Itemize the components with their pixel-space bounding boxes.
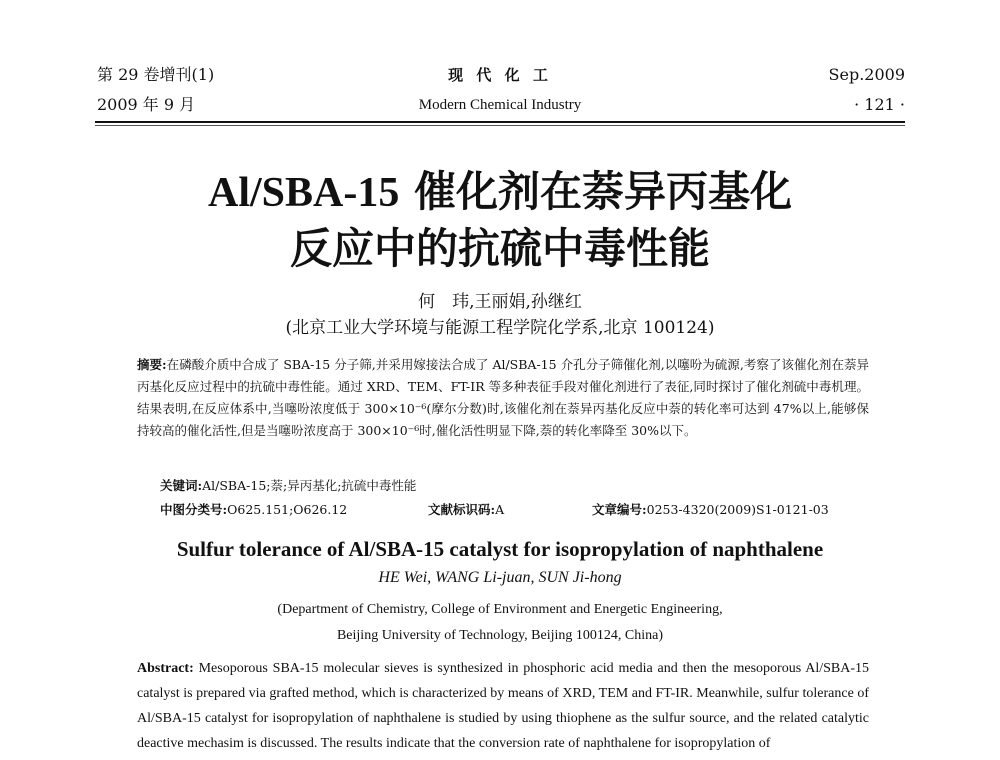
header-date-en: Sep.2009 <box>828 65 905 84</box>
article-value: 0253-4320(2009)S1-0121-03 <box>646 502 829 517</box>
authors-cn: 何 玮,王丽娟,孙继红 <box>418 292 582 312</box>
article-number <box>592 500 829 518</box>
journal-name-en: Modern Chemical Industry <box>418 97 582 113</box>
affiliation-en-line-1: (Department of Chemistry, College of Environment and Energetic Engineering, <box>277 602 723 617</box>
authors-en: HE Wei, WANG Li-juan, SUN Ji-hong <box>378 569 622 586</box>
header-date-cn: 2009 年 9 月 <box>97 95 196 114</box>
affiliation-en <box>0 597 1000 649</box>
doc-code <box>428 500 504 518</box>
journal-name-cn: 现 代 化 工 <box>448 66 552 84</box>
keywords-cn <box>160 476 416 494</box>
header-page-info <box>829 60 905 120</box>
keywords-cn-text: Al/SBA-15;萘;异丙基化;抗硫中毒性能 <box>202 478 417 493</box>
title-line-1 <box>0 164 1000 221</box>
paper-title-en: Sulfur tolerance of Al/SBA-15 catalyst for isopropylation of naphthalene <box>176 537 824 561</box>
title-line-1-text: 催化剂在萘异丙基化 <box>399 167 792 216</box>
clc-number <box>160 500 347 518</box>
abstract-cn <box>137 354 869 442</box>
affiliation-cn: (北京工业大学环境与能源工程学院化学系,北京 100124) <box>285 318 715 338</box>
title-catalyst-name: Al/SBA-15 <box>208 170 400 216</box>
header-rule-thick <box>95 121 905 123</box>
paper-title-cn <box>0 164 1000 277</box>
header-rule-thin <box>95 125 905 126</box>
page-number: · 121 · <box>854 95 905 114</box>
abstract-en-text: Mesoporous SBA-15 molecular sieves is synthesized in phosphoric acid media and then the mesoporous Al/SBA-15 catalyst is prepared via grafted method, which is characterized by means of XRD, TEM and FT-IR. Meanwhile, sulfur tolerance of Al/SBA-15 catalyst for isopropylation of naphthalene is studied by using thiophene as the sulfur source, and the related catalytic deactive mechasim is discussed. The results indicate that the conversion rate of naphthalene for isopropylation of <box>137 661 869 751</box>
doc-value: A <box>495 502 505 517</box>
abstract-cn-text: 在磷酸介质中合成了 SBA-15 分子筛,并采用嫁接法合成了 Al/SBA-15 介孔分子筛催化剂,以噻吩为硫源,考察了该催化剂在萘异丙基化反应过程中的抗硫中毒性能。通过 XRD、TEM、FT-IR 等多种表征手段对催化剂进行了表征,同时探讨了催化剂硫中毒机理。结果表明,在反应体系中,当噻吩浓度低于 300×10⁻⁶(摩尔分数)时,该催化剂在萘异丙基化反应中萘的转化率可达到 47%以上,能够保持较高的催化活性,但是当噻吩浓度高于 300×10⁻⁶时,催化活性明显下降,萘的转化率降至 30%以下。 <box>137 357 869 438</box>
keywords-cn-label: 关键词: <box>160 478 203 493</box>
header-volume: 第 29 卷增刊(1) <box>97 65 215 84</box>
clc-label: 中图分类号: <box>160 502 228 517</box>
abstract-en <box>137 656 869 756</box>
affiliation-en-line-2: Beijing University of Technology, Beijing 100124, China) <box>336 628 664 643</box>
abstract-cn-label: 摘要: <box>137 357 167 372</box>
title-line-2: 反应中的抗硫中毒性能 <box>289 224 710 273</box>
abstract-en-label: Abstract: <box>137 661 194 676</box>
doc-label: 文献标识码: <box>428 502 496 517</box>
article-label: 文章编号: <box>592 502 647 517</box>
clc-value: O625.151;O626.12 <box>227 502 348 517</box>
